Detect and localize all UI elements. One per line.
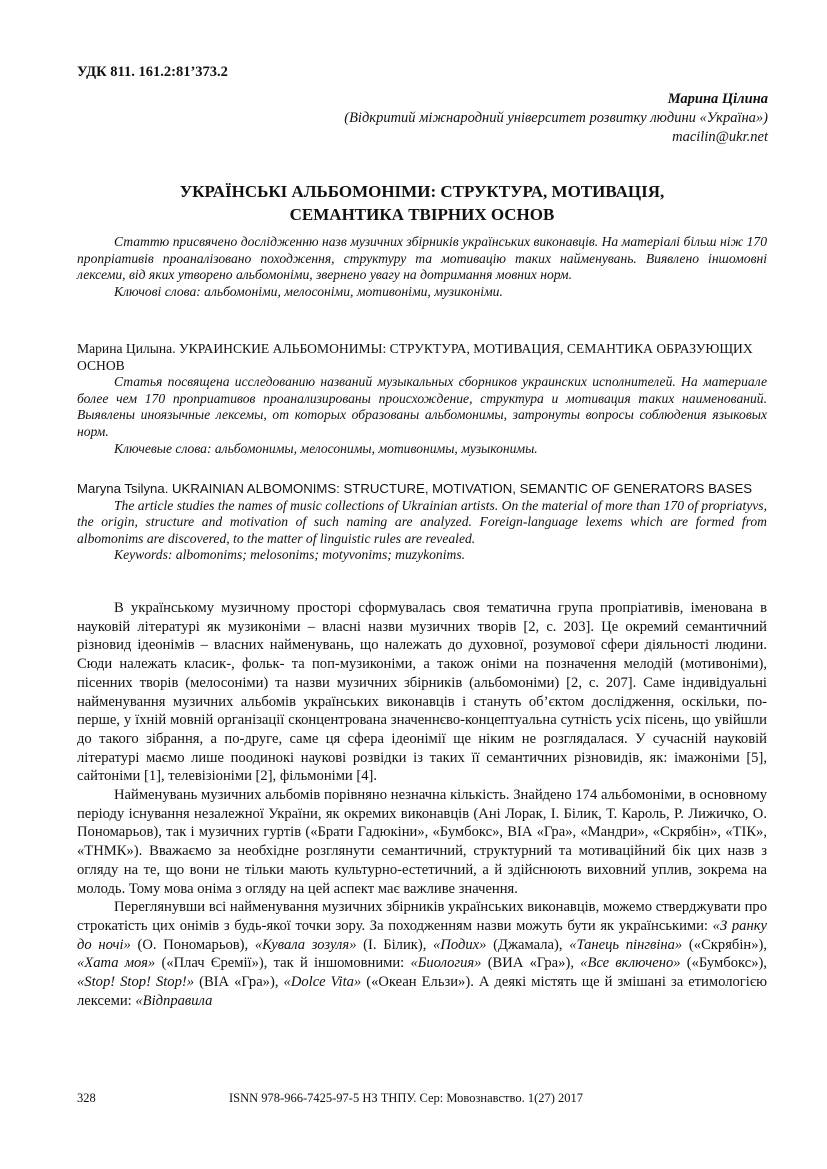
album-title: «Биология» xyxy=(410,955,482,972)
album-title: «Танець пінгвіна» xyxy=(569,936,683,953)
abstract-en-text: The article studies the names of music collections of Ukrainian artists. On the material of more than 170 of propriatyvs, the origin, structure and motivation of such naming are analyzed. Foreign-language lexems which are formed from albomonims are discovered, to the matter of linguistic rules are revealed. xyxy=(77,497,767,546)
album-title: «Dolce Vita» xyxy=(283,974,362,991)
album-title: «Все включено» xyxy=(580,955,681,972)
text-run: (ВИА «Гра»), xyxy=(481,955,581,972)
album-title: «Stop! Stop! Stop!» xyxy=(77,974,195,991)
author-email: macilin@ukr.net xyxy=(672,129,768,145)
abstract-english xyxy=(77,481,767,564)
body-paragraph-3 xyxy=(77,898,767,1010)
album-title: «Кувала зозуля» xyxy=(254,936,357,953)
text-run: («Плач Єремії»), так й іншомовними: xyxy=(155,955,411,972)
abstract-uk-keywords: Ключові слова: альбомоніми, мелосоніми, мотивоніми, музиконіми. xyxy=(114,283,503,299)
page-number: 328 xyxy=(77,1091,96,1105)
abstract-ukrainian xyxy=(77,234,767,300)
text-run: («Скрябін»), xyxy=(682,936,768,953)
text-run: («Океан Ельзи»). А деякі містять ще й змішані за етимологією лексеми: xyxy=(77,974,767,1009)
title-line-2: СЕМАНТИКА ТВІРНИХ ОСНОВ xyxy=(289,205,555,224)
abstract-en-heading: Maryna Tsilyna. UKRAINIAN ALBOMONIMS: STRUCTURE, MOTIVATION, SEMANTIC OF GENERATORS BASES xyxy=(77,481,753,496)
title-line-1: УКРАЇНСЬКІ АЛЬБОМОНІМИ: СТРУКТУРА, МОТИВАЦІЯ, xyxy=(179,182,665,201)
album-title: «З ранку до ночі» xyxy=(77,917,768,953)
abstract-uk-text: Статтю присвячено дослідженню назв музичних збірників українських виконавців. На матеріалі більш ніж 170 пропріативів проаналізовано походження, структуру та мотивацію таких найменувань. Виявлено іншомовні лексеми, від яких утворено альбомоніми, звернено увагу на дотримання мовних норм. xyxy=(77,234,767,283)
album-title: «Хата моя» xyxy=(77,955,156,972)
album-title: «Подих» xyxy=(433,936,487,953)
abstract-ru-heading: Марина Цилына. УКРАИНСКИЕ АЛЬБОМОНИМЫ: СТРУКТУРА, МОТИВАЦИЯ, СЕМАНТИКА ОБРАЗУЮЩИХ ОСНОВ xyxy=(77,341,753,373)
author-name: Марина Цілина xyxy=(667,91,768,107)
body-paragraph-2: Найменувань музичних альбомів порівняно незначна кількість. Знайдено 174 альбомоніми, в основному періоду існування незалежної України, як окремих виконавців (Ані Лорак, І. Білик, Т. Кароль, Р. Лижичко, О. Пономарьов), так і музичних гуртів («Брати Гадюкіни», «Бумбокс», ВІА «Гра», «Мандри», «Скрябін», «ТІК», «ТНМК»). Вважаємо за необхідне розглянути семантичний, структурний та мотиваційний бік цих назв з огляду на те, що вони не тільки мають культурно-естетичний, а й здійснюють виховний уплив, зокрема на молодь. Тому мова оніма з огляду на цей аспект має важливе значення. xyxy=(77,787,767,897)
abstract-ru-text: Статья посвящена исследованию названий музыкальных сборников украинских исполнителей. На материале более чем 170 проприативов проанализированы происхождение, структура и мотивация таких наименований. Выявлены иноязычные лексемы, от которых образованы альбомонимы, затронуты вопросы соблюдения языковых норм. xyxy=(77,374,767,439)
journal-imprint: ISNN 978-966-7425-97-5 НЗ ТНПУ. Сер: Мовознавство. 1(27) 2017 xyxy=(229,1091,584,1105)
author-affiliation: (Відкритий міжнародний університет розвитку людини «Україна») xyxy=(344,110,768,126)
text-run: Переглянувши всі найменування музичних збірників українських виконавців, можемо стверджувати про строкатість цих онімів з будь-якої точки зору. За походженням назви можуть бути як українськими: xyxy=(77,899,767,934)
abstract-russian xyxy=(77,341,767,457)
article-title xyxy=(77,180,767,226)
abstract-en-keywords: Keywords: albomonims; melosonims; motyvonims; muzykonims. xyxy=(114,547,466,563)
body-paragraph-1: В українському музичному просторі сформувалась своя тематична група пропріативів, іменована в науковій літературі як музиконіми – власні назви музичних творів [2, с. 203]. Це окремий семантичний різновид ідеонімів – власних найменувань, що належать до духовної, розумової сфери діяльності людини. Сюди належать класик-, фольк- та поп-музиконіми, а також оніми на позначення мелодій (мотивоніми), пісенних творів (мелосоніми) та назви музичних збірників (альбомоніми) [2, с. 207]. Саме індивідуальні найменування музичних альбомів українських виконавців і стануть об’єктом дослідження, оскільки, по-перше, у їхній мовній організації сконцентрована значеннєво-концептуальна сутність усіх пісень, що увійшли до такого зібрання, а по-друге, саме ця сфера ідеонімії ще ніким не розглядалася. У сучасній науковій літературі маємо лише поодинокі наукові розвідки із таких її семантичних різновидів, як: імажоніми [5], сайтоніми [1], телевізіоніми [2], фільмоніми [4]. xyxy=(77,600,767,785)
text-run: (Джамала), xyxy=(486,936,570,953)
text-run: (ВІА «Гра»), xyxy=(194,974,284,991)
udk-code: УДК 811. 161.2:81’373.2 xyxy=(77,64,228,80)
author-block xyxy=(208,90,768,147)
text-run: («Бумбокс»), xyxy=(680,955,767,972)
article-body xyxy=(77,599,767,1010)
abstract-ru-keywords: Ключевые слова: альбомонимы, мелосонимы, мотивонимы, музыконимы. xyxy=(114,440,538,456)
text-run: (І. Білик), xyxy=(356,936,434,953)
text-run: (О. Пономарьов), xyxy=(130,936,255,953)
album-title: «Відправила xyxy=(135,992,213,1009)
